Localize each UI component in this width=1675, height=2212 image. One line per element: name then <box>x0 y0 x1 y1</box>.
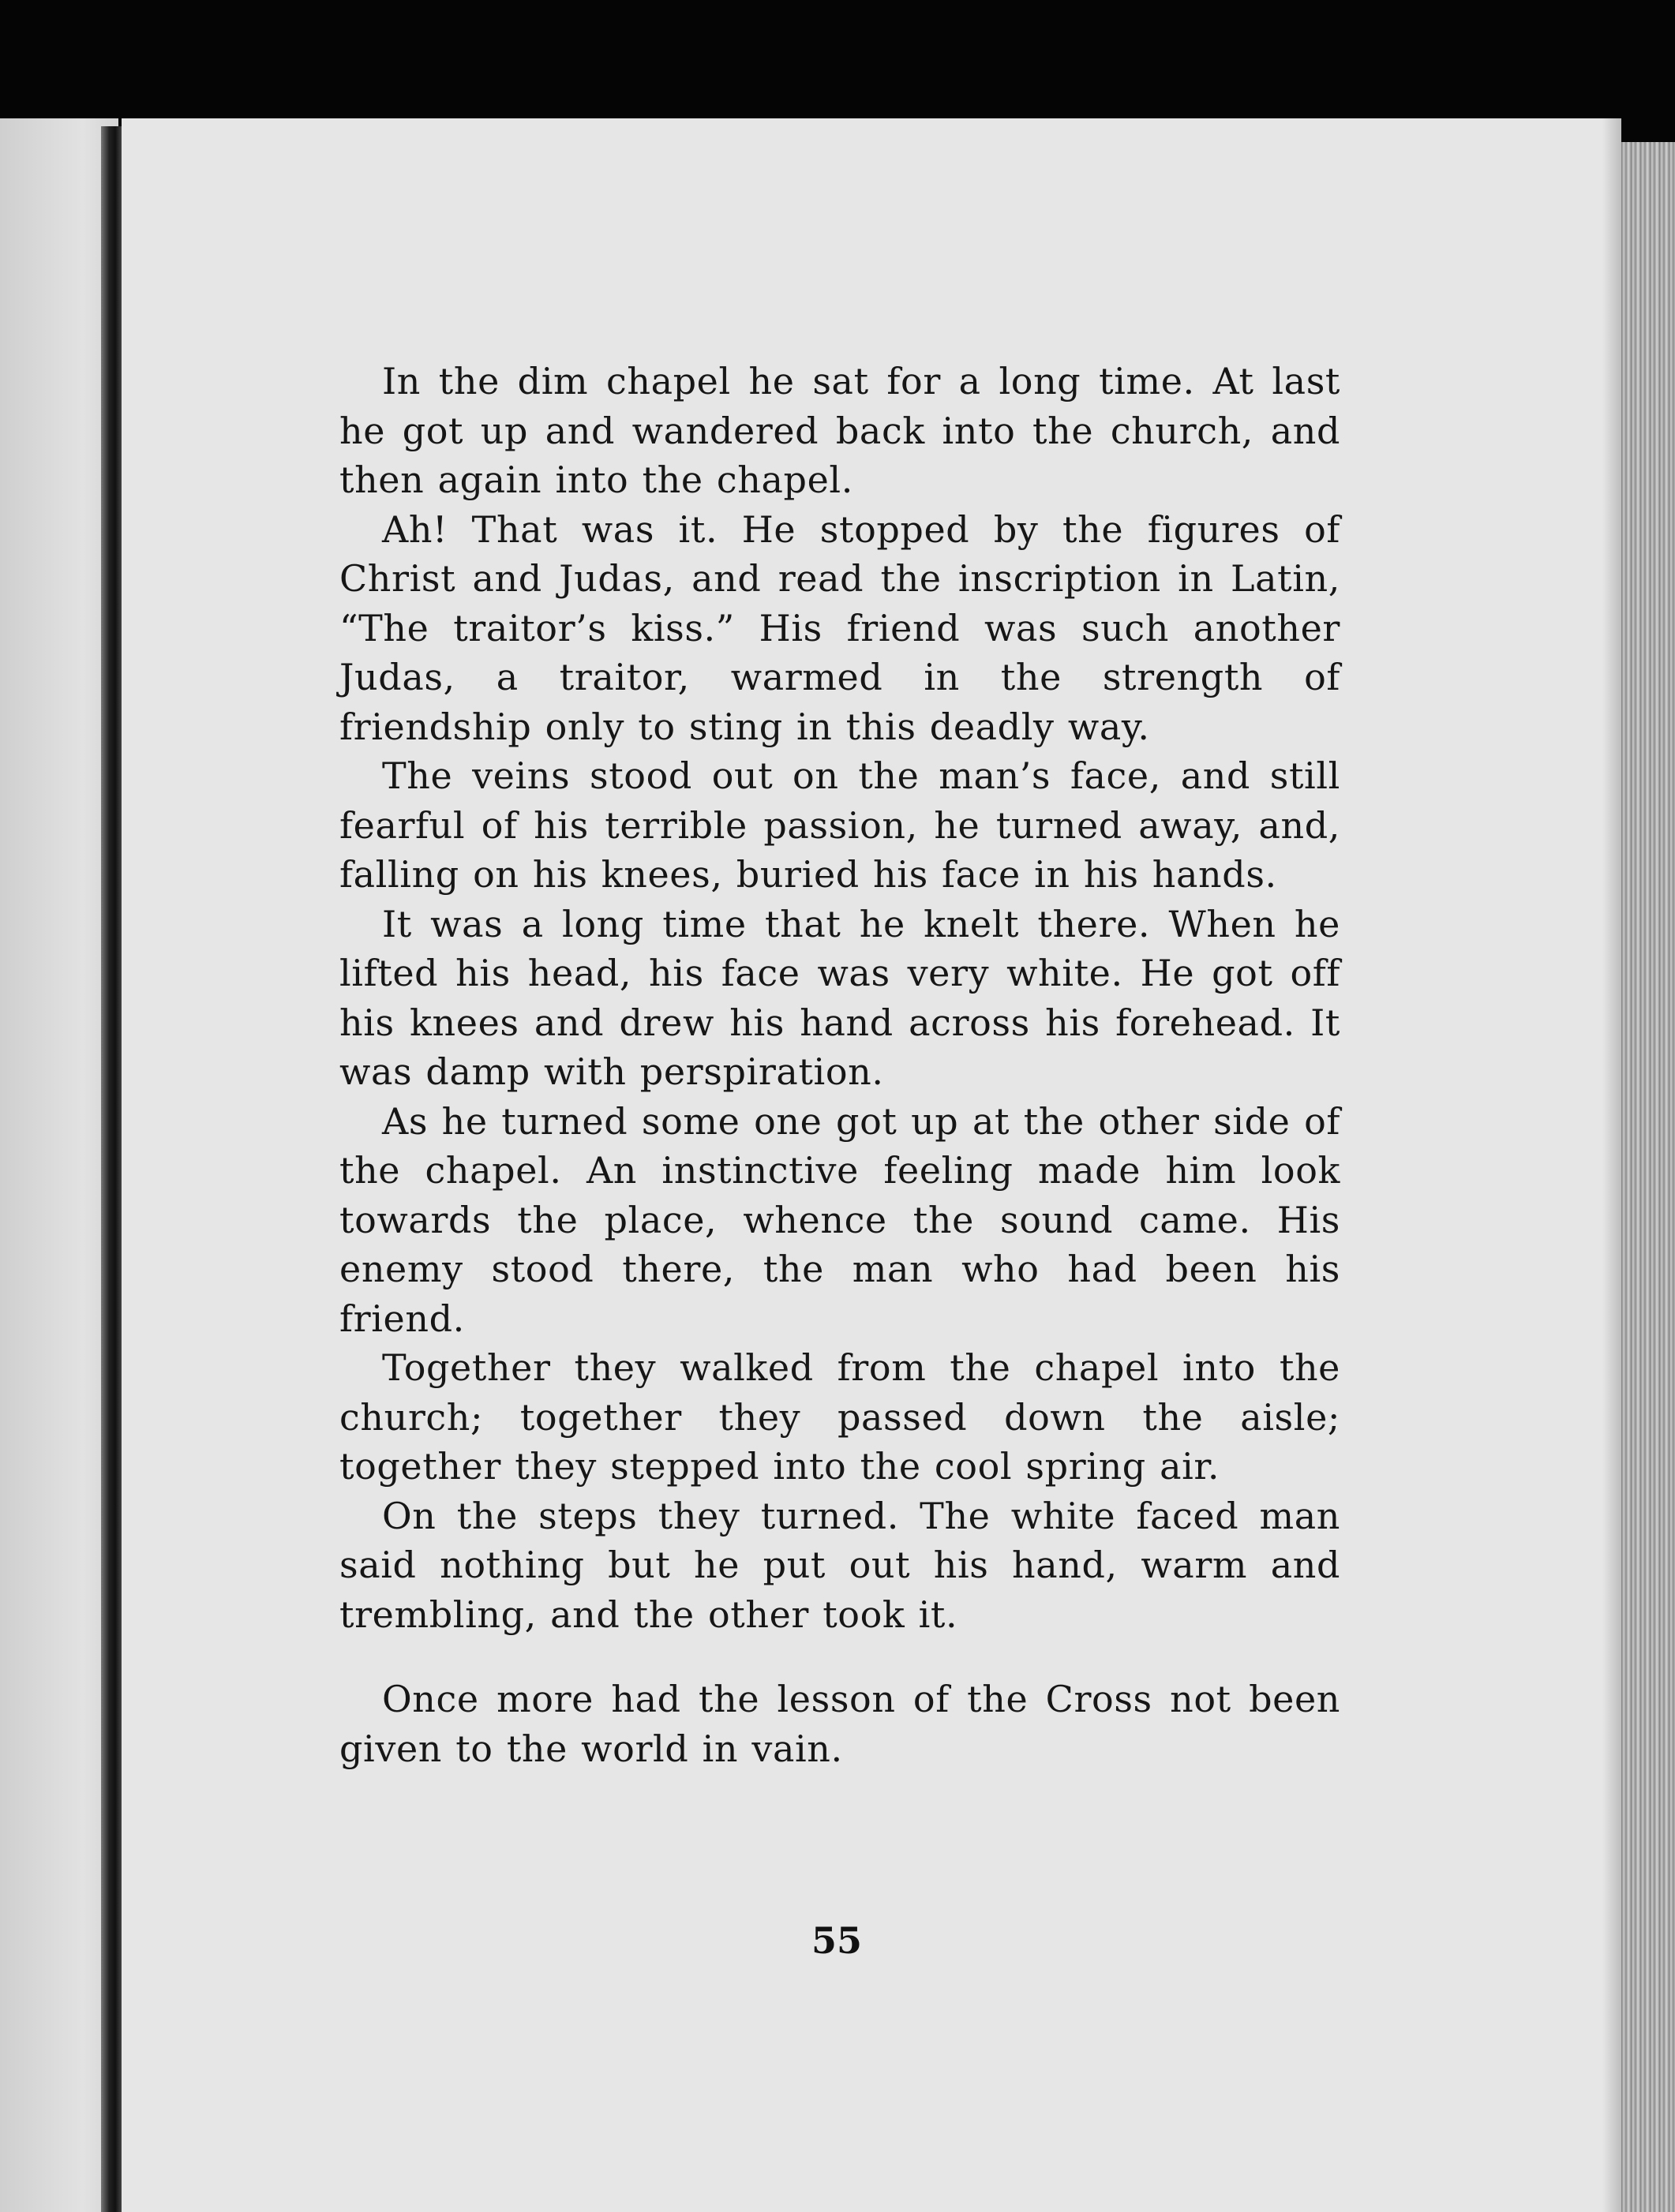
page-number: 55 <box>811 1919 862 1962</box>
closing-paragraph: Once more had the lesson of the Cross not been given to the world in vain. <box>339 1678 1340 1770</box>
paragraph-7: On the steps they turned. The white faced man said nothing but he put out his hand, warm and trembling, and the other took it. <box>339 1494 1340 1636</box>
book-binding <box>101 126 122 2212</box>
paragraph-3: The veins stood out on the man’s face, and still fearful of his terrible passion, he turned away, and, falling on his knees, buried his face in his hands. <box>339 754 1340 896</box>
paragraph-1: In the dim chapel he sat for a long time. At last he got up and wandered back into the church, and then again into the chapel. <box>339 360 1340 501</box>
paragraph-6: Together they walked from the chapel into the church; together they passed down the aisle; together they stepped into the cool spring air. <box>339 1346 1340 1488</box>
page-stack-edge <box>1621 142 1675 2212</box>
paragraph-2: Ah! That was it. He stopped by the figures of Christ and Judas, and read the inscription in Latin, “The traitor’s kiss.” His friend was such another Judas, a traitor, warmed in the strength of friendship only to sting in this deadly way. <box>339 507 1340 748</box>
paragraph-5: As he turned some one got up at the other side of the chapel. An instinctive feeling made him look towards the place, whence the sound came. His enemy stood there, the man who had been his friend. <box>339 1099 1340 1340</box>
page-shadow <box>1602 118 1621 2212</box>
paragraph-4: It was a long time that he knelt there. When he lifted his head, his face was very white. He got off his knees and drew his hand across his forehead. It was damp with perspiration. <box>339 902 1340 1093</box>
body-text <box>339 357 1340 1773</box>
